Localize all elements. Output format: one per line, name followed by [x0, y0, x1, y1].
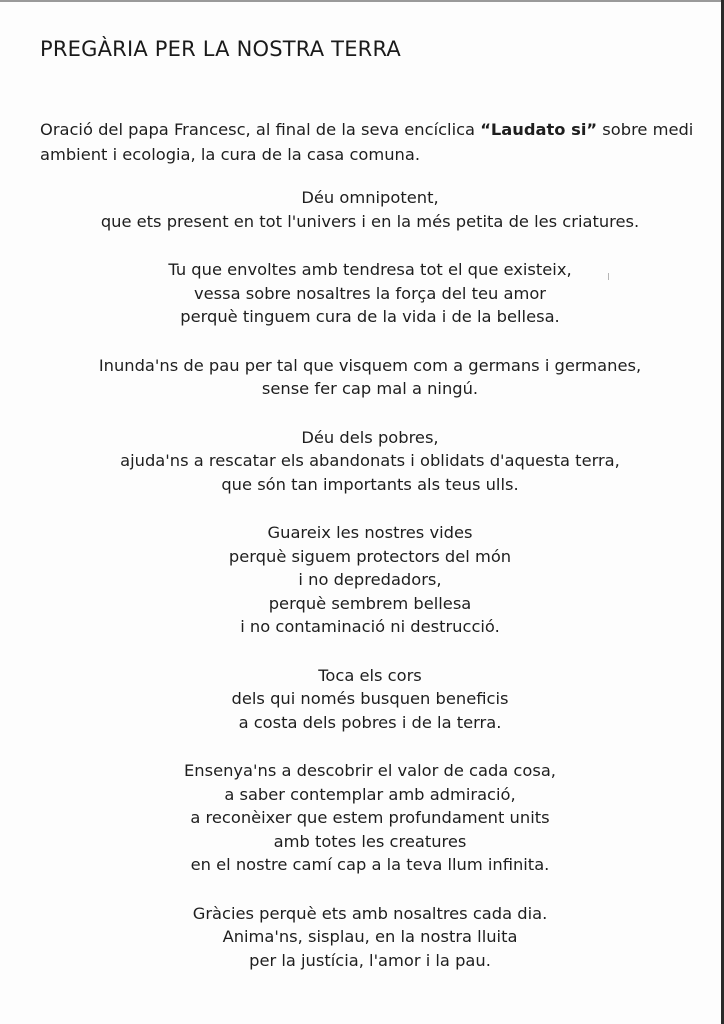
prayer-line: Déu dels pobres, [301, 427, 439, 447]
prayer-line: Inunda'ns de pau per tal que visquem com a germans i germanes, [98, 355, 642, 375]
prayer-line: i no contaminació ni destrucció. [240, 617, 500, 636]
prayer-line: amb totes les creatures [273, 831, 467, 851]
prayer-line: perquè siguem protectors del món [228, 546, 512, 566]
stanza-3 [20, 354, 720, 401]
prayer-line: per la justícia, l'amor i la pau. [249, 950, 491, 970]
prayer-line: Tu que envoltes amb tendresa tot el que existeix, [168, 260, 572, 279]
prayer-line: Anima'ns, sisplau, en la nostra lluita [222, 927, 518, 946]
prayer-line: a costa dels pobres i de la terra. [238, 712, 502, 732]
encyclical-name: “Laudato si” [480, 120, 598, 139]
prayer-line: que són tan importants als teus ulls. [221, 474, 519, 494]
prayer-line: dels qui només busquen beneficis [231, 689, 509, 708]
stanza-7 [20, 759, 720, 877]
prayer-line: Guareix les nostres vides [267, 523, 473, 542]
intro-text-after: sobre medi ambient i ecologia, la cura de la casa comuna. [40, 120, 694, 164]
stanza-5 [20, 521, 720, 639]
prayer-line: i no depredadors, [298, 570, 442, 589]
top-border-line [0, 0, 724, 2]
prayer-line: en el nostre camí cap a la teva llum infinita. [190, 855, 550, 874]
stanza-8 [20, 902, 720, 973]
prayer-line: Ensenya'ns a descobrir el valor de cada cosa, [184, 761, 556, 780]
intro-paragraph [40, 117, 695, 167]
prayer-line: Déu omnipotent, [301, 188, 439, 207]
prayer-line: que ets present en tot l'univers i en la més petita de les criatures. [100, 211, 640, 231]
prayer-line: Gràcies perquè ets amb nosaltres cada dia. [192, 903, 548, 923]
prayer-line: vessa sobre nosaltres la força del teu amor [194, 283, 546, 303]
prayer-line: ajuda'ns a rescatar els abandonats i oblidats d'aquesta terra, [120, 451, 620, 470]
stanza-1 [20, 186, 720, 233]
prayer-body [20, 186, 720, 997]
prayer-line: sense fer cap mal a ningú. [261, 379, 479, 398]
intro-text-before: Oració del papa Francesc, al final de la seva encíclica [40, 120, 481, 139]
stanza-4 [20, 426, 720, 497]
prayer-line: perquè tinguem cura de la vida i de la bellesa. [180, 307, 560, 326]
prayer-line: a saber contemplar amb admiració, [224, 784, 516, 804]
prayer-line: a reconèixer que estem profundament units [190, 808, 550, 827]
prayer-line: Toca els cors [318, 665, 422, 685]
stanza-6 [20, 664, 720, 735]
prayer-line: perquè sembrem bellesa [268, 593, 472, 613]
page-title: PREGÀRIA PER LA NOSTRA TERRA [40, 37, 401, 61]
stanza-2 [20, 258, 720, 329]
